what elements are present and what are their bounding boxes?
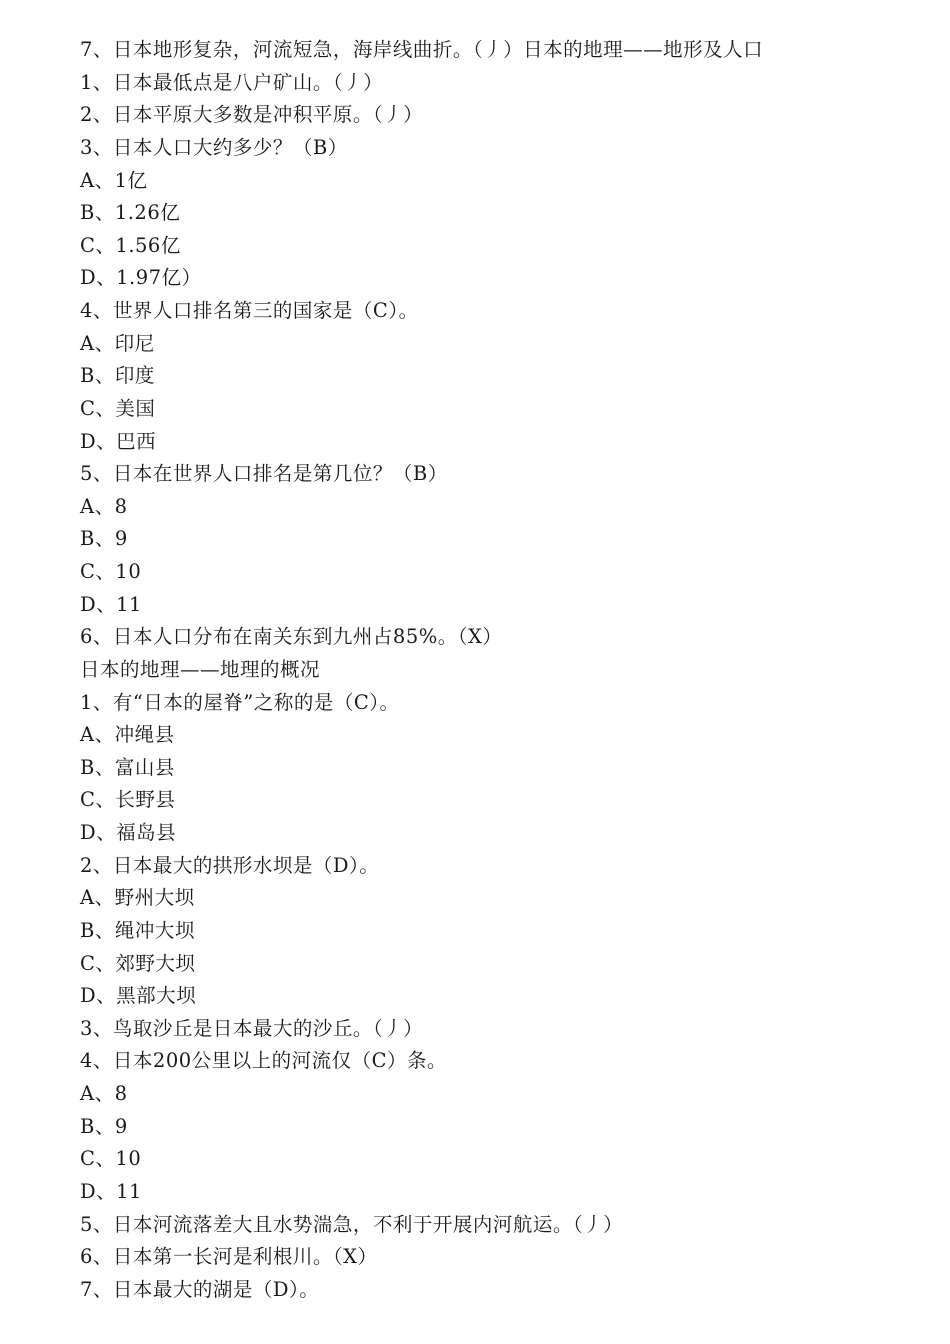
text-line: D、黑部大坝: [80, 984, 197, 1008]
text-line: 7、日本地形复杂，河流短急，海岸线曲折。（丿）日本的地理——地形及人口: [80, 38, 764, 61]
text-line: 2、日本最大的拱形水坝是（D）。: [80, 853, 380, 877]
text-line: C、美国: [80, 396, 156, 420]
text-line: 3、日本人口大约多少？（B）: [80, 135, 348, 159]
text-line: C、郊野大坝: [80, 951, 196, 975]
text-line: B、印度: [80, 364, 155, 388]
text-line: D、福岛县: [80, 821, 177, 844]
text-line: 5、日本河流落差大且水势湍急，不利于开展内河航运。（丿）: [80, 1212, 624, 1236]
text-line: 7、日本最大的湖是（D）。: [80, 1277, 320, 1301]
text-line: 3、鸟取沙丘是日本最大的沙丘。（丿）: [80, 1016, 424, 1040]
text-line: B、9: [80, 527, 128, 551]
text-line: 5、日本在世界人口排名是第几位？（B）: [80, 462, 448, 486]
text-line: A、1亿: [80, 168, 148, 192]
text-line: A、野州大坝: [80, 886, 195, 910]
text-line: C、1.56亿: [80, 233, 181, 257]
text-line: 日本的地理——地理的概况: [80, 657, 321, 681]
text-line: 4、日本200公里以上的河流仅（C）条。: [80, 1049, 448, 1073]
text-line: C、长野县: [80, 788, 176, 812]
text-line: B、9: [80, 1114, 128, 1138]
text-line: A、8: [80, 494, 128, 518]
text-line: B、1.26亿: [80, 201, 181, 225]
text-line: B、绳冲大坝: [80, 918, 195, 942]
text-line: 2、日本平原大多数是冲积平原。（丿）: [80, 103, 424, 127]
text-line: C、10: [80, 1147, 142, 1171]
text-line: 4、世界人口排名第三的国家是（C）。: [80, 299, 419, 322]
text-line: C、10: [80, 560, 142, 583]
text-line: 6、日本第一长河是利根川。（X）: [80, 1245, 378, 1269]
text-line: A、8: [80, 1082, 128, 1105]
text-line: 1、有“日本的屋脊”之称的是（C）。: [80, 690, 400, 714]
text-line: D、11: [80, 1179, 142, 1203]
document-body: [80, 34, 930, 1306]
text-line: D、11: [80, 592, 142, 616]
text-line: D、巴西: [80, 429, 157, 453]
text-line: A、印尼: [80, 331, 155, 355]
text-line: A、冲绳县: [80, 723, 175, 747]
text-line: 6、日本人口分布在南关东到九州占85%。（X）: [80, 625, 503, 649]
text-line: B、富山县: [80, 755, 175, 779]
text-line: 1、日本最低点是八户矿山。（丿）: [80, 70, 384, 94]
text-line: D、1.97亿）: [80, 266, 202, 290]
